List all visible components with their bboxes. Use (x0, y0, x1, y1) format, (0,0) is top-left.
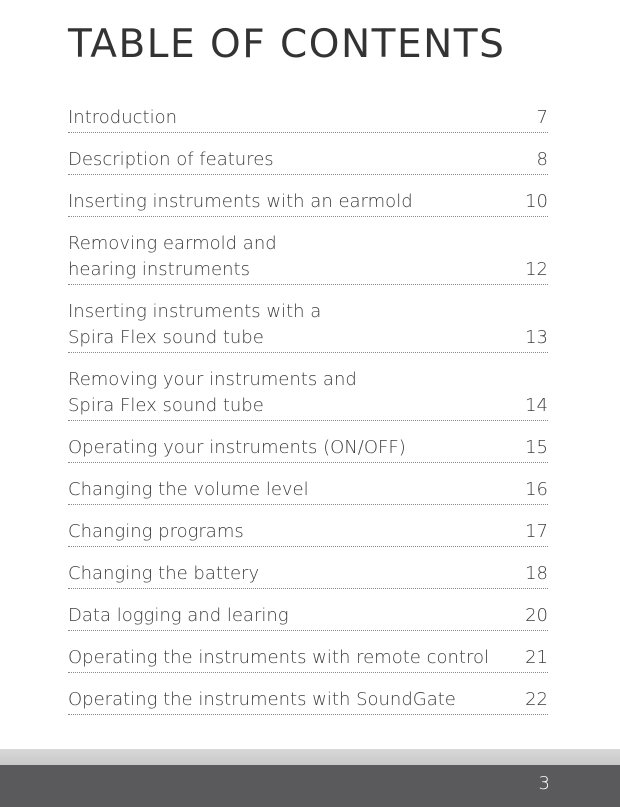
toc-entry-page: 12 (525, 259, 548, 280)
toc-entry-label: Changing the volume level (68, 479, 309, 500)
toc-entry-label: Data logging and learing (68, 605, 289, 626)
page-number: 3 (538, 773, 550, 794)
toc-entry-label-line1: Removing your instruments and (68, 369, 357, 390)
toc-entry-page: 21 (525, 647, 548, 668)
toc-entry[interactable] (68, 602, 548, 631)
footer-divider (0, 749, 620, 765)
toc-entry-page: 17 (525, 521, 548, 542)
page-title: TABLE OF CONTENTS (68, 22, 506, 68)
toc-entry-label: Operating the instruments with SoundGate (68, 689, 456, 710)
table-of-contents (68, 104, 548, 728)
toc-entry[interactable] (68, 298, 548, 353)
toc-entry-label-line1: Removing earmold and (68, 233, 277, 254)
toc-entry-page: 16 (525, 479, 548, 500)
toc-entry-page: 8 (536, 149, 548, 170)
toc-entry-label: Spira Flex sound tube (68, 395, 264, 416)
footer-bar (0, 765, 620, 807)
toc-entry-label: Changing the battery (68, 563, 260, 584)
toc-entry[interactable] (68, 476, 548, 505)
toc-entry-page: 7 (536, 107, 548, 128)
toc-entry-label: Operating the instruments with remote control (68, 647, 489, 668)
toc-entry[interactable] (68, 230, 548, 285)
toc-entry[interactable] (68, 146, 548, 175)
toc-entry-page: 14 (525, 395, 548, 416)
toc-entry[interactable] (68, 518, 548, 547)
toc-entry[interactable] (68, 560, 548, 589)
toc-entry-page: 10 (525, 191, 548, 212)
toc-entry-page: 18 (525, 563, 548, 584)
toc-entry-label: Introduction (68, 107, 178, 128)
toc-entry-label: hearing instruments (68, 259, 250, 280)
toc-entry[interactable] (68, 104, 548, 133)
toc-entry-page: 20 (525, 605, 548, 626)
toc-entry[interactable] (68, 644, 548, 673)
toc-entry-label: Description of features (68, 149, 274, 170)
toc-entry-label: Spira Flex sound tube (68, 327, 264, 348)
toc-entry-page: 15 (525, 437, 548, 458)
toc-entry-label: Inserting instruments with an earmold (68, 191, 413, 212)
toc-entry-label-line1: Inserting instruments with a (68, 301, 322, 322)
toc-entry-label: Operating your instruments (ON/OFF) (68, 437, 406, 458)
toc-entry-label: Changing programs (68, 521, 244, 542)
toc-entry[interactable] (68, 366, 548, 421)
toc-entry[interactable] (68, 686, 548, 715)
toc-entry-page: 13 (525, 327, 548, 348)
toc-entry[interactable] (68, 188, 548, 217)
toc-entry-page: 22 (525, 689, 548, 710)
toc-entry[interactable] (68, 434, 548, 463)
